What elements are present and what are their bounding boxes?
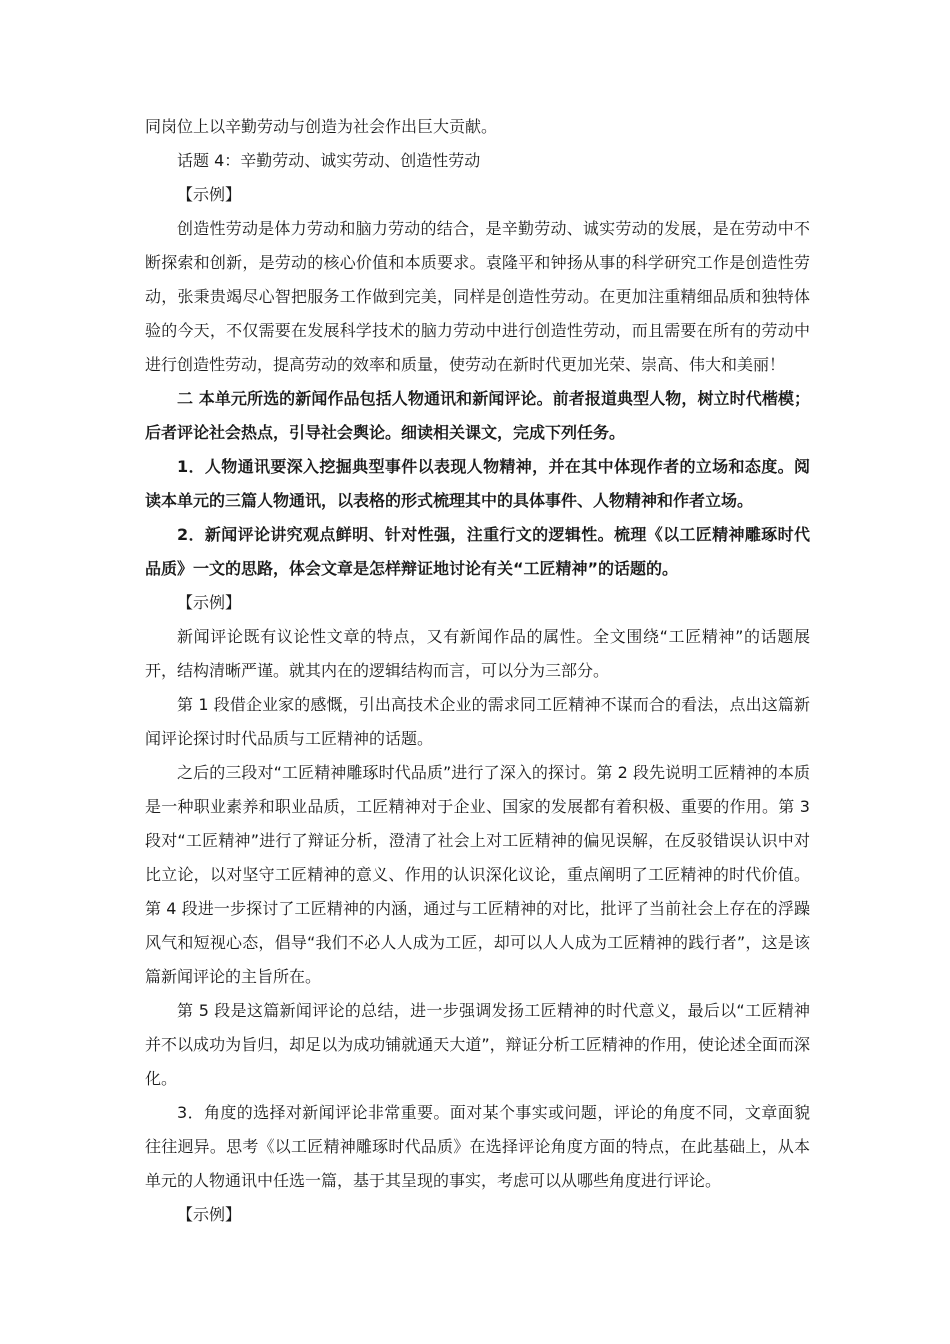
task-item: 1．人物通讯要深入挖掘典型事件以表现人物精神，并在其中体现作者的立场和态度。阅读本单元的三篇人物通讯，以表格的形式梳理其中的具体事件、人物精神和作者立场。 xyxy=(145,457,810,510)
topic-heading: 话题 4：辛勤劳动、诚实劳动、创造性劳动 xyxy=(177,151,481,170)
paragraph: 第 1 段借企业家的感慨，引出高技术企业的需求同工匠精神不谋而合的看法，点出这篇新闻评论探讨时代品质与工匠精神的话题。 xyxy=(145,695,810,748)
example-label: 【示例】 xyxy=(177,185,242,204)
example-label: 【示例】 xyxy=(177,593,242,612)
paragraph: 第 5 段是这篇新闻评论的总结，进一步强调发扬工匠精神的时代意义，最后以“工匠精神并不以成功为旨归，却足以为成功铺就通天大道”，辩证分析工匠精神的作用，使论述全面而深化。 xyxy=(145,1001,810,1088)
paragraph: 创造性劳动是体力劳动和脑力劳动的结合，是辛勤劳动、诚实劳动的发展，是在劳动中不断探索和创新，是劳动的核心价值和本质要求。袁隆平和钟扬从事的科学研究工作是创造性劳动，张秉贵竭尽心智把服务工作做到完美，同样是创造性劳动。在更加注重精细品质和独特体验的今天，不仅需要在发展科学技术的脑力劳动中进行创造性劳动，而且需要在所有的劳动中进行创造性劳动，提高劳动的效率和质量，使劳动在新时代更加光荣、崇高、伟大和美丽！ xyxy=(145,219,810,374)
section-heading: 二 本单元所选的新闻作品包括人物通讯和新闻评论。前者报道典型人物，树立时代楷模；后者评论社会热点，引导社会舆论。细读相关课文，完成下列任务。 xyxy=(145,389,810,442)
task-item: 2．新闻评论讲究观点鲜明、针对性强，注重行文的逻辑性。梳理《以工匠精神雕琢时代品质》一文的思路，体会文章是怎样辩证地讨论有关“工匠精神”的话题的。 xyxy=(145,525,810,578)
paragraph: 新闻评论既有议论性文章的特点，又有新闻作品的属性。全文围绕“工匠精神”的话题展开，结构清晰严谨。就其内在的逻辑结构而言，可以分为三部分。 xyxy=(145,627,810,680)
paragraph: 之后的三段对“工匠精神雕琢时代品质”进行了深入的探讨。第 2 段先说明工匠精神的本质是一种职业素养和职业品质，工匠精神对于企业、国家的发展都有着积极、重要的作用。第 3 段对“工匠精神”进行了辩证分析，澄清了社会上对工匠精神的偏见误解，在反驳错误认识中对比立论，以对坚守工匠精神的意义、作用的认识深化议论，重点阐明了工匠精神的时代价值。第 4 段进一步探讨了工匠精神的内涵，通过与工匠精神的对比，批评了当前社会上存在的浮躁风气和短视心态，倡导“我们不必人人成为工匠，却可以人人成为工匠精神的践行者”，这是该篇新闻评论的主旨所在。 xyxy=(145,763,810,986)
task-item: 3．角度的选择对新闻评论非常重要。面对某个事实或问题，评论的角度不同，文章面貌往往迥异。思考《以工匠精神雕琢时代品质》在选择评论角度方面的特点，在此基础上，从本单元的人物通讯中任选一篇，基于其呈现的事实，考虑可以从哪些角度进行评论。 xyxy=(145,1103,810,1190)
paragraph-continuation: 同岗位上以辛勤劳动与创造为社会作出巨大贡献。 xyxy=(145,117,498,136)
example-label: 【示例】 xyxy=(177,1205,242,1224)
